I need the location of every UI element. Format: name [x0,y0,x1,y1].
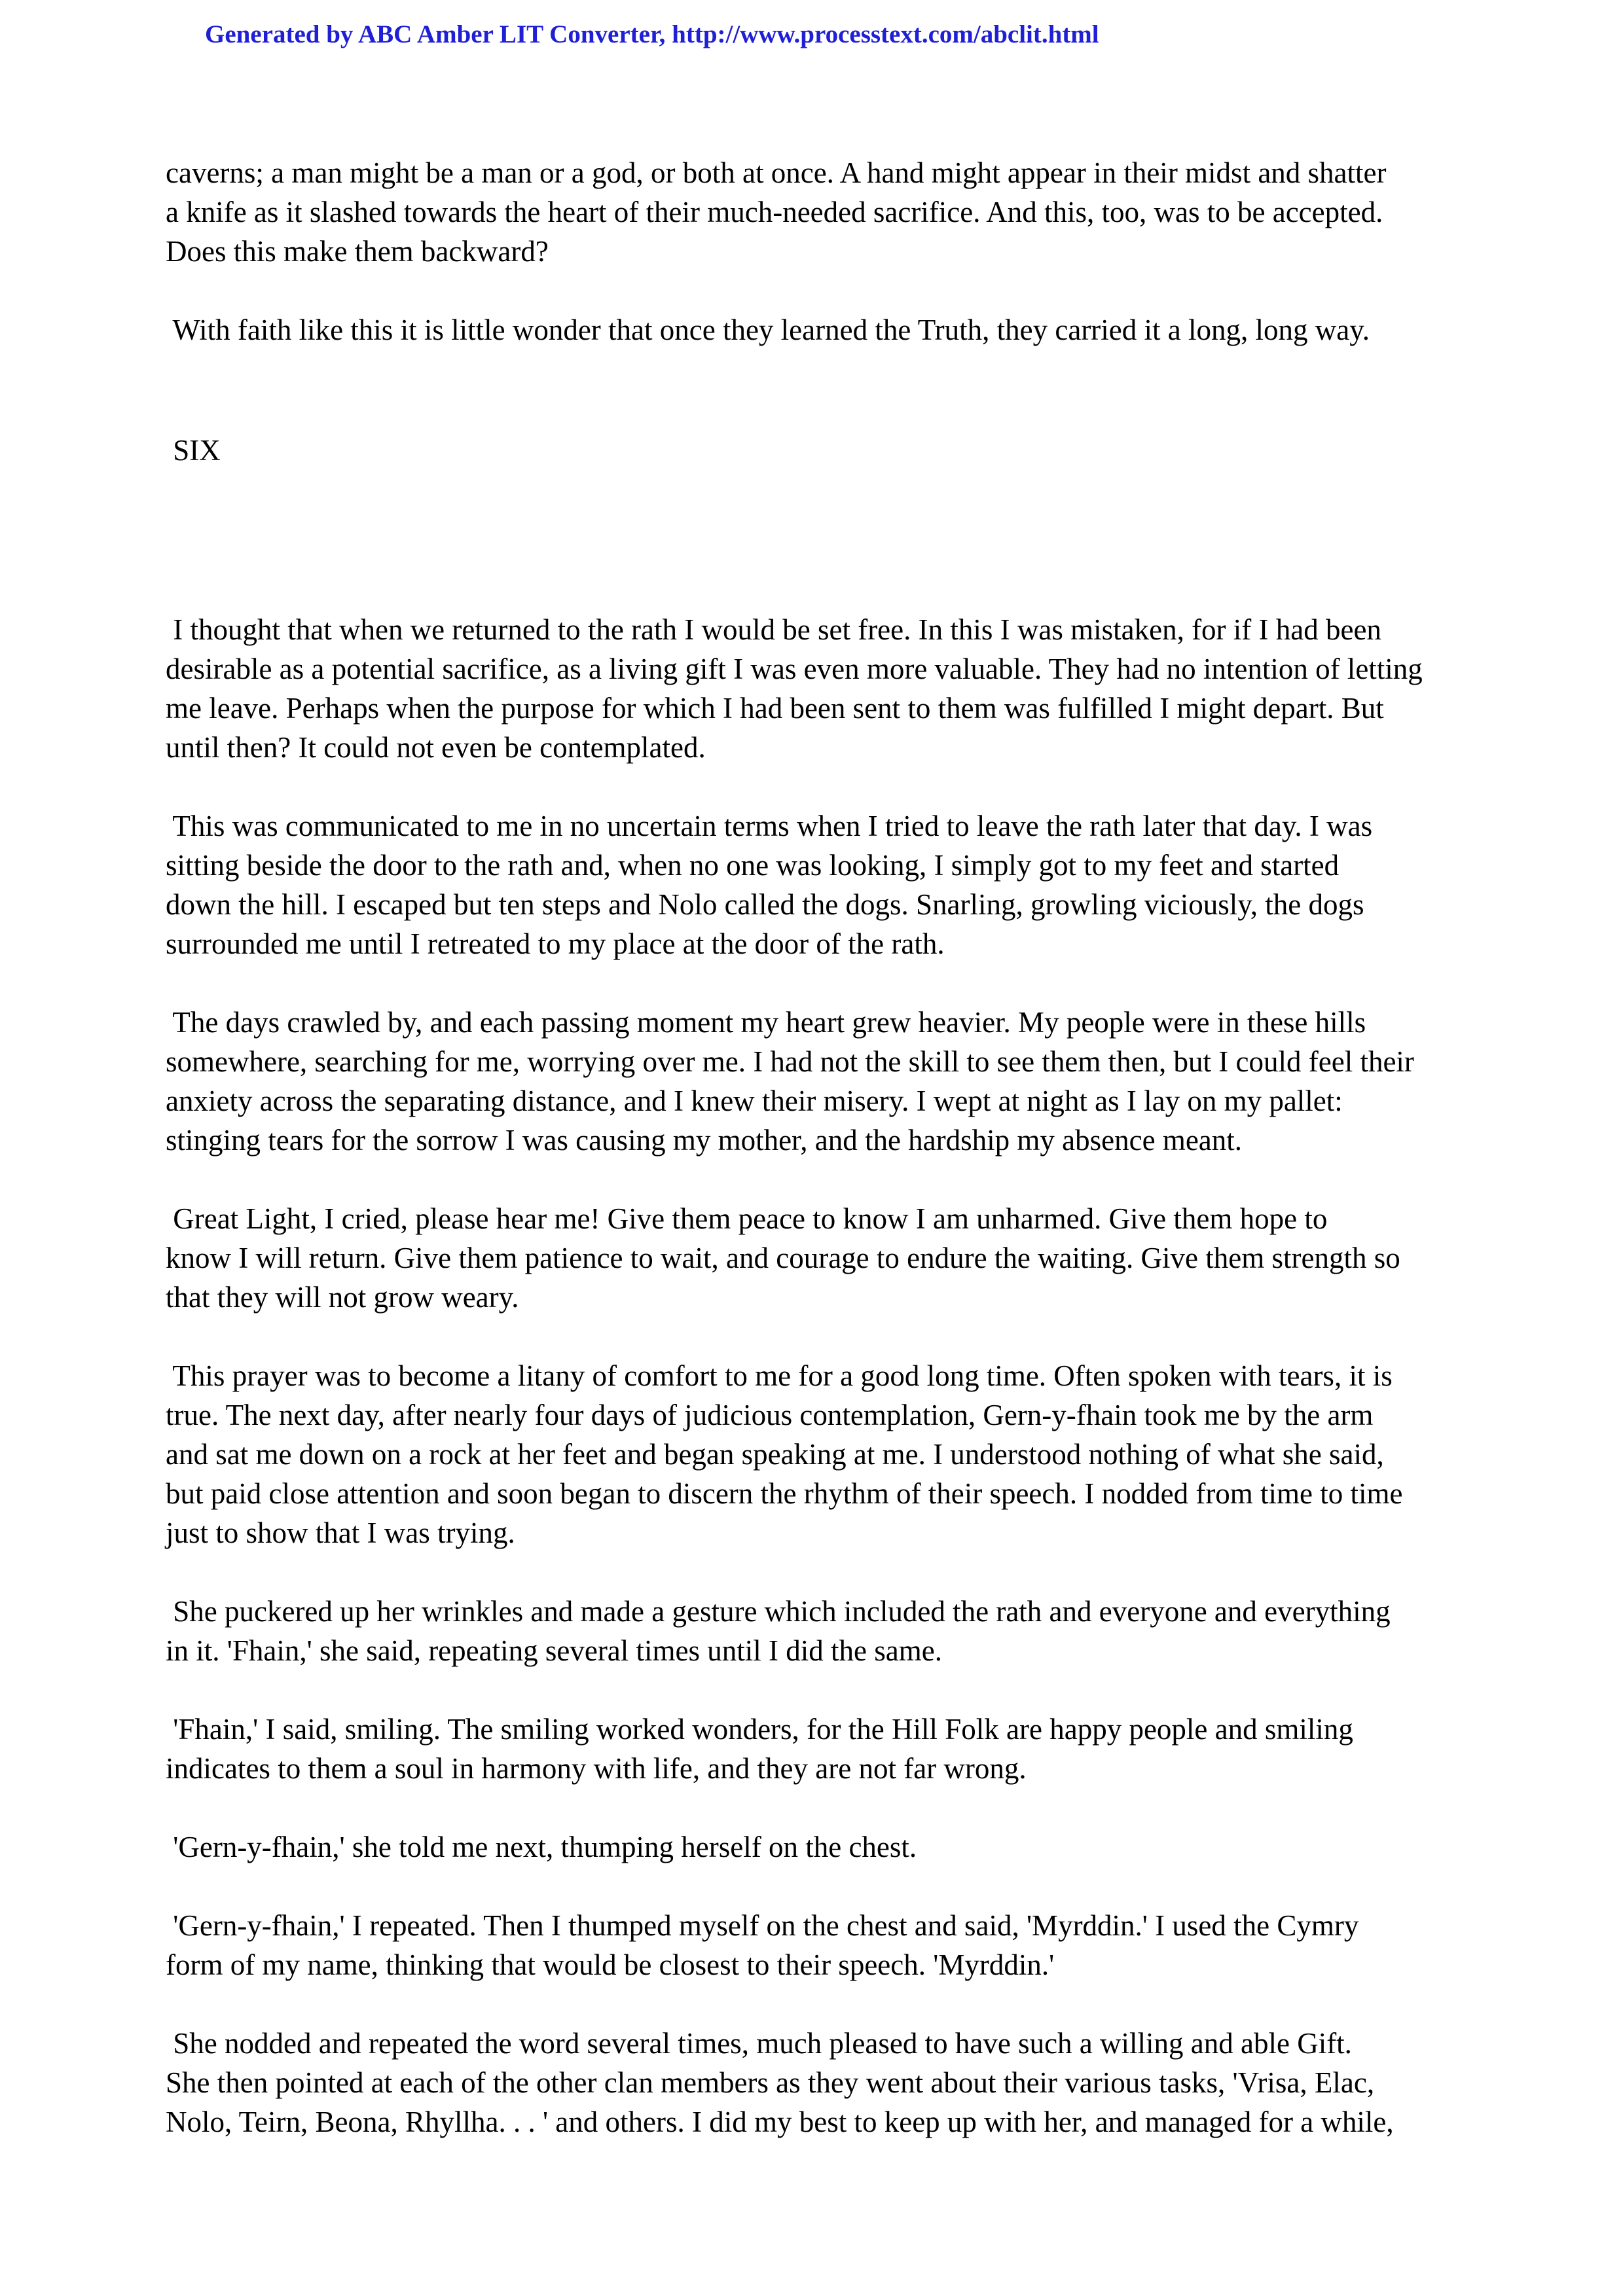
paragraph [166,1003,1482,1160]
text-line: surrounded me until I retreated to my place at the door of the rath. [166,927,945,960]
paragraph [166,153,1482,271]
text-line: down the hill. I escaped but ten steps and Nolo called the dogs. Snarling, growling viciously, the dogs [166,888,1364,921]
text-line: This prayer was to become a litany of comfort to me for a good long time. Often spoken with tears, it is [166,1359,1393,1392]
text-line: me leave. Perhaps when the purpose for which I had been sent to them was fulfilled I might depart. But [166,692,1384,725]
text-line: indicates to them a soul in harmony with life, and they are not far wrong. [166,1752,1027,1785]
text-line: She puckered up her wrinkles and made a gesture which included the rath and everyone and everything [166,1595,1391,1628]
paragraph [166,806,1482,963]
text-line: 'Gern-y-fhain,' she told me next, thumping herself on the chest. [166,1831,917,1863]
paragraph [166,1827,1482,1867]
text-line: form of my name, thinking that would be closest to their speech. 'Myrddin.' [166,1948,1055,1981]
text-line: 'Fhain,' I said, smiling. The smiling worked wonders, for the Hill Folk are happy people and smiling [166,1713,1353,1746]
converter-header-link[interactable]: Generated by ABC Amber LIT Converter, http://www.processtext.com/abclit.html [205,20,1099,48]
paragraph [166,310,1482,350]
chapter-heading: SIX [166,434,221,467]
text-line: anxiety across the separating distance, and I knew their misery. I wept at night as I lay on my pallet: [166,1085,1343,1117]
text-line: Does this make them backward? [166,235,549,268]
paragraph [166,1199,1482,1317]
text-line: that they will not grow weary. [166,1281,519,1314]
text-line: 'Gern-y-fhain,' I repeated. Then I thumped myself on the chest and said, 'Myrddin.' I used the Cymry [166,1909,1359,1942]
text-line: The days crawled by, and each passing moment my heart grew heavier. My people were in these hills [166,1006,1366,1039]
document-body [166,153,1482,2181]
text-line: Great Light, I cried, please hear me! Give them peace to know I am unharmed. Give them hope to [166,1202,1328,1235]
text-line: true. The next day, after nearly four days of judicious contemplation, Gern-y-fhain took me by the arm [166,1399,1374,1431]
text-line: She then pointed at each of the other clan members as they went about their various tasks, 'Vrisa, Elac, [166,2066,1375,2099]
text-line: somewhere, searching for me, worrying over me. I had not the skill to see them then, but I could feel their [166,1045,1414,1078]
text-line: caverns; a man might be a man or a god, or both at once. A hand might appear in their midst and shatter [166,156,1387,189]
paragraph [166,1592,1482,1670]
paragraph [166,2024,1482,2142]
text-line: until then? It could not even be contemplated. [166,731,706,764]
text-line: and sat me down on a rock at her feet and began speaking at me. I understood nothing of what she said, [166,1438,1384,1471]
paragraph [166,1710,1482,1788]
text-line: a knife as it slashed towards the heart of their much-needed sacrifice. And this, too, was to be accepted. [166,196,1383,228]
text-line: in it. 'Fhain,' she said, repeating several times until I did the same. [166,1634,942,1667]
text-line: She nodded and repeated the word several times, much pleased to have such a willing and able Gift. [166,2027,1352,2060]
text-line: stinging tears for the sorrow I was causing my mother, and the hardship my absence meant. [166,1124,1243,1157]
text-line: I thought that when we returned to the rath I would be set free. In this I was mistaken, for if I had been [166,613,1381,646]
text-line: but paid close attention and soon began to discern the rhythm of their speech. I nodded from time to time [166,1477,1403,1510]
text-line: With faith like this it is little wonder that once they learned the Truth, they carried it a long, long way. [166,314,1370,346]
text-line: Nolo, Teirn, Beona, Rhyllha. . . ' and others. I did my best to keep up with her, and managed for a while, [166,2106,1394,2138]
paragraph [166,1906,1482,1984]
text-line: sitting beside the door to the rath and, when no one was looking, I simply got to my feet and started [166,849,1340,882]
text-line: This was communicated to me in no uncertain terms when I tried to leave the rath later that day. I was [166,810,1373,842]
text-line: just to show that I was trying. [166,1516,515,1549]
text-line: desirable as a potential sacrifice, as a living gift I was even more valuable. They had no intention of letting [166,653,1423,685]
text-line: know I will return. Give them patience to wait, and courage to endure the waiting. Give them strength so [166,1242,1400,1274]
paragraph [166,610,1482,767]
paragraphs-before-chapter [166,153,1482,350]
paragraph [166,1356,1482,1552]
chapter-paragraphs [166,610,1482,2142]
